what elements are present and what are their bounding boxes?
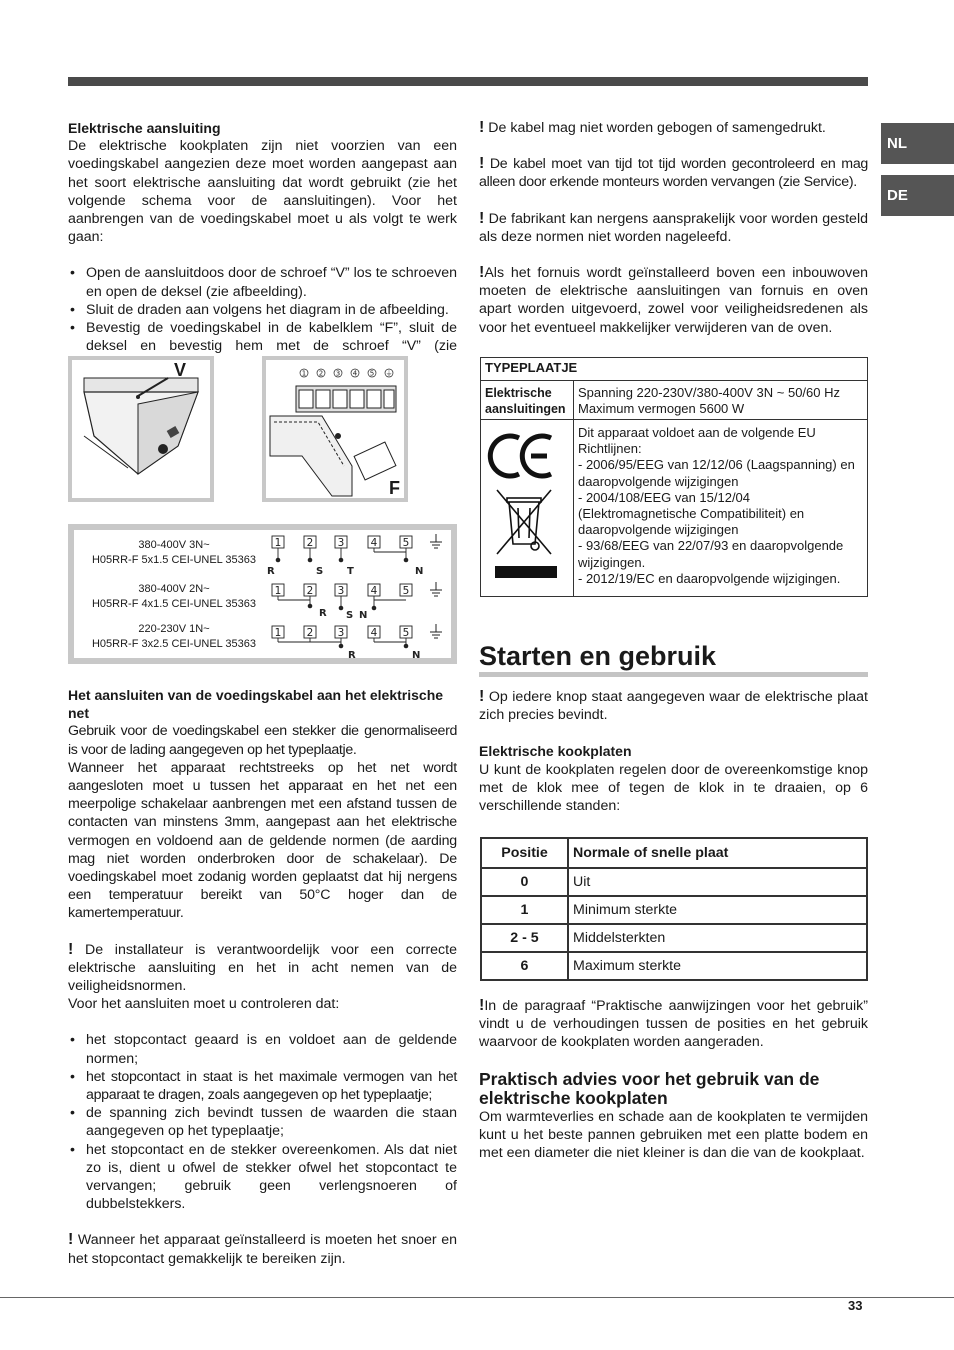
left-col-top: [68, 119, 457, 374]
warning-paragraph: [479, 210, 868, 246]
position-value: 6: [481, 952, 568, 980]
wiring-diagram: [68, 524, 457, 664]
terminal-number: 3: [337, 585, 345, 597]
list-item: • het stopcontact in staat is het maximale vermogen van het apparaat te dragen, zoals aangegeven op het typeplaatje;: [68, 1068, 457, 1104]
bullet-list: [68, 1031, 457, 1213]
position-value: 2 - 5: [481, 924, 568, 952]
paragraph: Wanneer het apparaat rechtstreeks op het net wordt aangesloten moet u tussen het apparaat en het net een meerpolige schakelaar aanbrengen met een afstand tussen de contacten van minstens 3mm, aangepast aan het elektrische vermogen en voldoend aan de geldende normen (de aarding mag niet worden onderbroken door de schakelaar). De voedingskabel moet zodanig worden geplaatst dat hij nergens een temperatuur bereikt van 50°C hoger dan de kamertemperatuur.: [68, 759, 457, 922]
warning-text: Als het fornuis wordt geïnstalleerd boven een inbouwoven moeten de elektrische aansluitingen van fornuis en oven apart worden uitgevoerd, zowel voor veiligheidsredenen als voor het eventueel makkelijker verwijderen van de oven.: [479, 265, 868, 336]
terminal-number: 2: [306, 585, 314, 597]
exclamation-icon: !: [68, 1231, 74, 1249]
voltage-label: 380-400V 2N~: [138, 583, 210, 595]
wiring-row-2: [74, 582, 274, 612]
terminal-number: 5: [402, 627, 410, 639]
list-item: • Sluit de draden aan volgens het diagram in de afbeelding.: [68, 301, 457, 319]
warning-text: De installateur is verantwoordelijk voor een correcte elektrische aansluiting en het in acht nemen van de veiligheidsnormen.: [68, 941, 457, 995]
wiring-row-3: [74, 622, 274, 652]
svg-text:⏚: ⏚: [385, 369, 393, 378]
voltage-label: 220-230V 1N~: [138, 623, 210, 635]
warning-text: De fabrikant kan nergens aansprakelijk voor worden gesteld als deze normen niet worden nageleefd.: [479, 210, 868, 245]
page-number: 33: [848, 1298, 863, 1313]
position-value: 0: [481, 868, 568, 896]
weee-bar-icon: [495, 566, 557, 578]
wiring-row-1: [74, 538, 274, 568]
list-item: • het stopcontact en de stekker overeenkomen. Als dat niet zo is, dient u ofwel de stekker ofwel het stopcontact te vervangen; gebruik geen verlengsnoeren of dubbelstekkers.: [68, 1141, 457, 1214]
typeplate-logos: [481, 420, 574, 597]
position-desc: Minimum sterkte: [568, 896, 867, 924]
exclamation-icon: !: [479, 688, 485, 705]
right-col-mid: [479, 688, 868, 815]
heading-practical-advice: Praktisch advies voor het gebruik van de elektrische kookplaten: [479, 1068, 820, 1108]
terminal-number: 5: [402, 585, 410, 597]
warning-paragraph: [479, 688, 868, 724]
exclamation-icon: !: [479, 209, 485, 227]
position-value: 1: [481, 896, 568, 924]
list-item: • Bevestig de voedingskabel in de kabelklem “F”, sluit de deksel en bevestig hem met de schroef “V” (zie: [68, 319, 457, 374]
paragraph: Voor het aansluiten moet u controleren dat:: [68, 996, 340, 1013]
right-col-top: [479, 119, 868, 337]
weee-bin-icon: [497, 490, 551, 554]
table-row: [481, 924, 867, 952]
typeplate-table: [480, 357, 868, 597]
directive-line: - 2012/19/EC en daaropvolgende wijzigingen.: [578, 570, 841, 586]
left-col-bottom: [68, 686, 457, 1268]
junction-box-figure: [68, 356, 214, 502]
col-header-plate: Normale of snelle plaat: [568, 838, 867, 868]
phase-label: N: [415, 566, 424, 577]
cable-label: H05RR-F 3x2.5 CEI-UNEL 35363: [91, 638, 257, 650]
table-row: [481, 896, 867, 924]
terminal-number: 4: [370, 537, 378, 549]
typeplate-power: Maximum vermogen 5600 W: [578, 401, 745, 416]
svg-text:3: 3: [335, 369, 341, 378]
position-desc: Uit: [568, 868, 867, 896]
phase-label: N: [359, 610, 368, 621]
fig-label-f: F: [389, 478, 400, 498]
svg-text:5: 5: [369, 369, 375, 378]
position-desc: Middelsterkten: [568, 924, 867, 952]
phase-label: R: [348, 650, 356, 658]
exclamation-icon: !: [479, 997, 485, 1014]
exclamation-icon: !: [479, 155, 485, 173]
terminal-number: 4: [370, 585, 378, 597]
svg-text:1: 1: [301, 369, 307, 378]
paragraph: Om warmteverlies en schade aan de kookplaten te vermijden kunt u het beste pannen gebruiken met een platte bodem en met een diameter die niet kleiner is dan die van de kookplaat.: [479, 1108, 868, 1162]
list-item: • Open de aansluitdoos door de schroef “V” los te schroeven en open de deksel (zie afbeelding).: [68, 264, 457, 300]
directive-line: - 93/68/EEG van 22/07/93 en daaropvolgende wijzigingen.: [578, 538, 844, 570]
exclamation-icon: !: [68, 940, 74, 958]
position-desc: Maximum sterkte: [568, 952, 867, 980]
warning-paragraph: [479, 155, 868, 191]
warning-paragraph: [68, 1231, 457, 1267]
warning-text: De kabel moet van tijd tot tijd worden gecontroleerd en mag alleen door erkende monteurs worden vervangen (zie Service).: [479, 156, 868, 191]
terminal-number: 1: [274, 627, 282, 639]
section-title: Starten en gebruik: [479, 640, 868, 677]
list-item: • het stopcontact geaard is en voldoet aan de geldende normen;: [68, 1031, 457, 1067]
heading-electrical-connection: Elektrische aansluiting: [68, 120, 221, 136]
directive-line: - 2004/108/EEG van 15/12/04 (Elektromagnetische Compatibiliteit) en daaropvolgende wijzigingen: [578, 489, 805, 538]
phase-label: S: [316, 566, 324, 577]
header-bar: [68, 77, 868, 86]
exclamation-icon: !: [479, 119, 485, 136]
terminal-block-figure: [262, 356, 408, 502]
svg-text:4: 4: [352, 369, 358, 378]
directive-line: Dit apparaat voldoet aan de volgende EU Richtlijnen:: [578, 425, 816, 457]
footer-rule: [0, 1297, 954, 1298]
phase-label: R: [267, 566, 275, 577]
list-item: • de spanning zich bevindt tussen de waarden die staan aangegeven op het typeplaatje;: [68, 1104, 457, 1140]
right-col-bottom: [479, 997, 868, 1162]
table-row: [481, 952, 867, 980]
svg-text:2: 2: [318, 369, 324, 378]
warning-text: Wanneer het apparaat geïnstalleerd is moeten het snoer en het stopcontact gemakkelijk te bereiken zijn.: [68, 1232, 457, 1267]
typeplate-label: Elektrische aansluitingen: [481, 381, 574, 420]
warning-text: De kabel mag niet worden gebogen of samengedrukt.: [488, 120, 826, 136]
lang-tab-de[interactable]: DE: [881, 175, 954, 216]
terminal-number: 1: [274, 585, 282, 597]
phase-label: N: [412, 650, 421, 658]
terminal-number: 4: [370, 627, 378, 639]
position-table: [480, 837, 868, 981]
terminal-number: 2: [306, 537, 314, 549]
warning-paragraph: [68, 941, 457, 996]
cable-label: H05RR-F 4x1.5 CEI-UNEL 35363: [91, 598, 257, 610]
paragraph: Gebruik voor de voedingskabel een stekker die genormaliseerd is voor de lading aangegeven op het typeplaatje.: [68, 723, 457, 758]
typeplate-directives: [574, 420, 868, 597]
terminal-number: 1: [274, 537, 282, 549]
terminal-number: 3: [337, 627, 345, 639]
terminal-number: 3: [337, 537, 345, 549]
warning-paragraph: [479, 264, 868, 337]
warning-paragraph: [479, 119, 868, 137]
paragraph: De elektrische kookplaten zijn niet voorzien van een voedingskabel aangezien deze moet worden aangepast aan het soort elektrische aansluiting dat wordt gebruikt (zie het volgende schema voor de aansluitingen). Voor het aanbrengen van de voedingskabel moet u als volgt te werk gaan:: [68, 138, 457, 246]
ce-mark-icon: [490, 436, 551, 476]
terminal-number: 5: [402, 537, 410, 549]
col-header-position: Positie: [481, 838, 568, 868]
lang-tab-nl[interactable]: NL: [881, 123, 954, 164]
table-row: [481, 868, 867, 896]
heading-hotplates: Elektrische kookplaten: [479, 743, 632, 760]
phase-label: R: [319, 608, 327, 619]
terminal-number: 2: [306, 627, 314, 639]
fig-label-v: V: [174, 360, 187, 380]
exclamation-icon: !: [479, 264, 485, 282]
typeplate-voltage: Spanning 220-230V/380-400V 3N ~ 50/60 Hz: [578, 385, 840, 400]
phase-label: S: [346, 610, 354, 621]
warning-text: In de paragraaf “Praktische aanwijzingen voor het gebruik” vindt u de verhoudingen tussen de posities en het gebruik waarvoor de kookplaten worden aangeraden.: [479, 998, 868, 1051]
terminal-diagrams: [264, 530, 454, 658]
typeplate-title: TYPEPLAATJE: [481, 358, 868, 381]
phase-label: T: [347, 566, 354, 577]
warning-paragraph: [479, 997, 868, 1052]
warning-text: Op iedere knop staat aangegeven waar de elektrische plaat zich precies bevindt.: [479, 689, 868, 724]
directive-line: - 2006/95/EEG van 12/12/06 (Laagspanning) en daaropvolgende wijzigingen: [578, 457, 855, 489]
cable-label: H05RR-F 5x1.5 CEI-UNEL 35363: [91, 554, 257, 566]
paragraph: U kunt de kookplaten regelen door de overeenkomstige knop met de klok mee of tegen de klok in te draaien, op 6 verschillende standen:: [479, 761, 868, 815]
voltage-label: 380-400V 3N~: [138, 539, 210, 551]
heading-mains-connection: Het aansluiten van de voedingskabel aan het elektrische net: [68, 687, 444, 722]
